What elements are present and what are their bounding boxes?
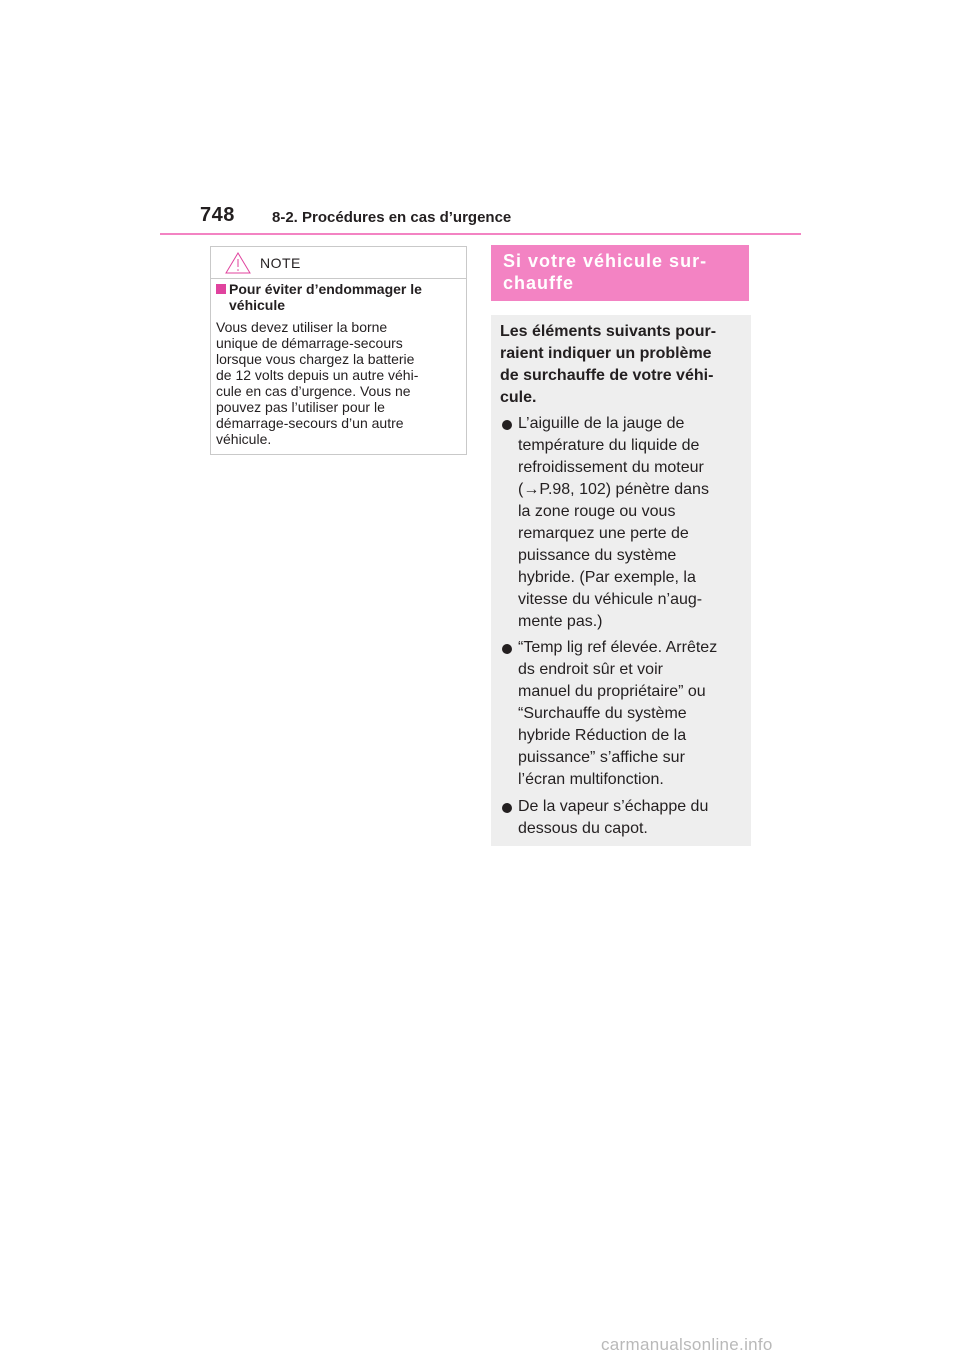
bullet-dot-icon <box>502 644 512 654</box>
note-heading <box>216 281 461 313</box>
list-item <box>500 637 745 791</box>
panel-intro: Les éléments suivants pour- raient indiquer un problème de surchauffe de votre véhi- cule. <box>500 323 717 406</box>
warning-triangle-icon <box>225 252 251 274</box>
header-divider <box>160 233 801 235</box>
square-bullet-icon <box>216 284 226 294</box>
banner-title: Si votre véhicule sur- chauffe <box>503 251 708 293</box>
list-item-text: De la vapeur s’échappe du dessous du capot. <box>518 798 709 837</box>
watermark[interactable]: carmanualsonline.info <box>601 1335 773 1354</box>
info-panel <box>491 315 751 846</box>
page-number: 748 <box>200 204 235 226</box>
list-item <box>500 796 745 840</box>
note-box <box>210 246 467 455</box>
note-title: NOTE <box>260 255 301 271</box>
note-body: Vous devez utiliser la borne unique de démarrage-secours lorsque vous chargez la batterie de 12 volts depuis un autre véhi- cule en cas d’urgence. Vous ne pouvez pas l’utiliser pour le démarrage-secours d’un autre véhicule. <box>216 319 419 447</box>
list-item-text: L’aiguille de la jauge de température du liquide de refroidissement du moteur (→P.98, 102) pénètre dans la zone rouge ou vous remarquez une perte de puissance du système hybride. (Par exemple, la vitesse du véhicule n’aug- mente pas.) <box>518 415 709 630</box>
list-item <box>500 413 745 633</box>
list-item-text: “Temp lig ref élevée. Arrêtez ds endroit sûr et voir manuel du propriétaire” ou “Surchauffe du système hybride Réduction de la puissance” s’affiche sur l’écran multifonction. <box>518 639 718 788</box>
bullet-dot-icon <box>502 803 512 813</box>
bullet-dot-icon <box>502 420 512 430</box>
section-title: 8-2. Procédures en cas d’urgence <box>272 209 512 226</box>
note-heading-text: Pour éviter d’endommager le véhicule <box>229 281 422 313</box>
section-banner <box>491 245 749 301</box>
note-header <box>211 247 466 279</box>
